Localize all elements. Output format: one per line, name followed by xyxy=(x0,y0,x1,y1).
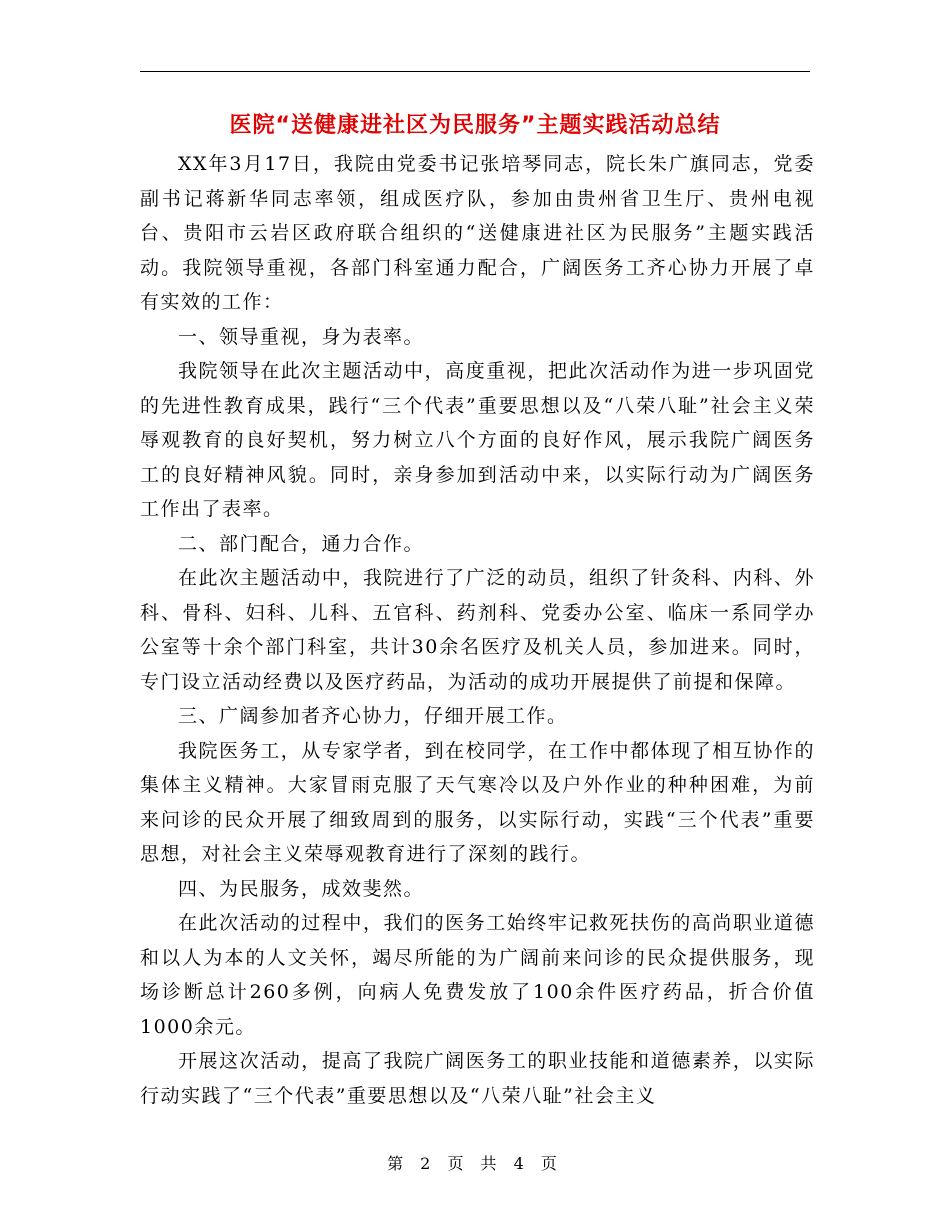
section-heading-3: 三、广阔参加者齐心协力，仔细开展工作。 xyxy=(178,705,568,727)
paragraph-intro: XX年3月17日，我院由党委书记张培琴同志，院长朱广旗同志，党委副书记蒋新华同志率领，组成医疗队，参加由贵州省卫生厅、贵州电视台、贵阳市云岩区政府联合组织的“送健康进社区为民服务”主题实践活动。我院领导重视，各部门科室通力配合，广阔医务工齐心协力开展了卓有实效的工作： xyxy=(140,153,815,313)
section-heading-1: 一、领导重视，身为表率。 xyxy=(178,325,425,348)
header-rule xyxy=(140,71,810,72)
section-heading-2: 二、部门配合，通力合作。 xyxy=(178,532,425,555)
document-body xyxy=(140,147,815,1113)
page-number-footer: 第 2 页 共 4 页 xyxy=(387,1154,563,1173)
section-heading-4: 四、为民服务，成效斐然。 xyxy=(178,877,425,900)
document-title: 医院“送健康进社区为民服务”主题实践活动总结 xyxy=(229,113,721,138)
paragraph-section-3: 我院医务工，从专家学者，到在校同学，在工作中都体现了相互协作的集体主义精神。大家冒雨克服了天气寒冷以及户外作业的种种困难，为前来问诊的民众开展了细致周到的服务，以实际行动，实践“三个代表”重要思想，对社会主义荣辱观教育进行了深刻的践行。 xyxy=(140,739,815,865)
paragraph-section-1: 我院领导在此次主题活动中，高度重视，把此次活动作为进一步巩固党的先进性教育成果，践行“三个代表”重要思想以及“八荣八耻”社会主义荣辱观教育的良好契机，努力树立八个方面的良好作风，展示我院广阔医务工的良好精神风貌。同时，亲身参加到活动中来，以实际行动为广阔医务工作出了表率。 xyxy=(140,360,815,520)
paragraph-section-2: 在此次主题活动中，我院进行了广泛的动员，组织了针灸科、内科、外科、骨科、妇科、儿科、五官科、药剂科、党委办公室、临床一系同学办公室等十余个部门科室，共计30余名医疗及机关人员，参加进来。同时，专门设立活动经费以及医疗药品，为活动的成功开展提供了前提和保障。 xyxy=(140,567,815,693)
paragraph-conclusion: 开展这次活动，提高了我院广阔医务工的职业技能和道德素养，以实际行动实践了“三个代表”重要思想以及“八荣八耻”社会主义 xyxy=(140,1050,815,1107)
paragraph-section-4: 在此次活动的过程中，我们的医务工始终牢记救死扶伤的高尚职业道德和以人为本的人文关怀，竭尽所能的为广阔前来问诊的民众提供服务，现场诊断总计260多例，向病人免费发放了100余件医疗药品，折合价值1000余元。 xyxy=(140,912,815,1038)
